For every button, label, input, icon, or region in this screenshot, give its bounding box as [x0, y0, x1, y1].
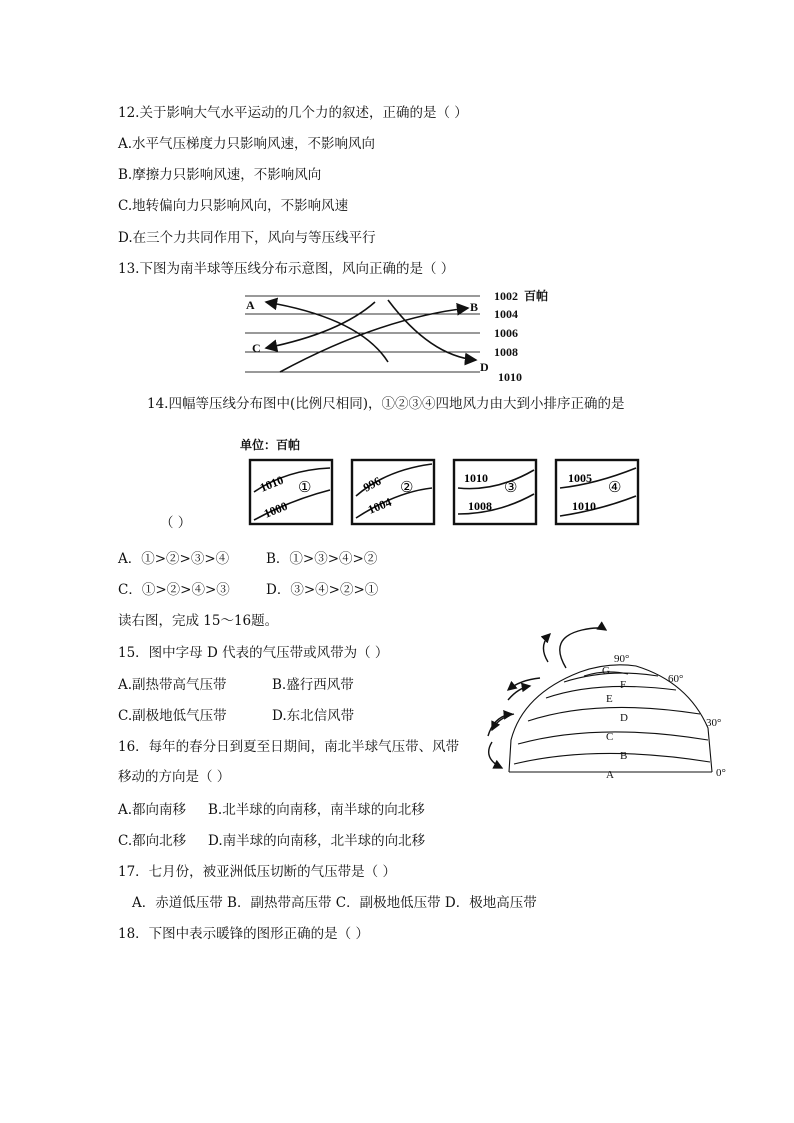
panel-1-num: ① [298, 480, 312, 496]
belt-a: A [606, 769, 614, 781]
q12-stem: 12.关于影响大气水平运动的几个力的叙述，正确的是（ ） [118, 105, 468, 121]
lat-30: 30° [706, 717, 722, 729]
panel-2 [352, 460, 434, 524]
panel-1 [250, 460, 332, 524]
panel-4 [556, 460, 638, 524]
q14-option-a: A．①>②>③>④ [118, 551, 230, 567]
isobar-unit: 百帕 [524, 289, 549, 303]
q14-bracket: （ ） [160, 515, 192, 531]
panel-2-upper: 996 [360, 473, 384, 495]
panel-3 [454, 460, 536, 524]
belt-e: E [606, 693, 613, 705]
q16-option-a: A.都向南移 [118, 802, 187, 818]
panel-3-lower: 1008 [468, 499, 492, 513]
isobar-1002: 1002 [494, 289, 518, 303]
q12-option-a: A.水平气压梯度力只影响风速，不影响风向 [118, 136, 376, 152]
q14-stem: 14.四幅等压线分布图中(比例尺相同)，①②③④四地风力由大到小排序正确的是 [147, 396, 625, 412]
label-d: D [480, 360, 489, 374]
q15-option-c: C.副极地低气压带 [118, 708, 227, 724]
panel-2-num: ② [400, 480, 414, 496]
q18-stem: 18．下图中表示暖锋的图形正确的是（ ） [118, 926, 369, 942]
panel-2-lower: 1004 [365, 494, 394, 517]
arrow-c [266, 302, 375, 348]
lat-60: 60° [668, 673, 684, 685]
q14-option-c: C．①>②>④>③ [118, 582, 230, 598]
q12-option-d: D.在三个力共同作用下，风向与等压线平行 [118, 230, 376, 246]
panel-4-num: ④ [608, 480, 622, 496]
belt-f: F [620, 679, 627, 691]
panel-4-lower: 1010 [572, 499, 596, 513]
q16-option-b: B.北半球的向南移，南半球的向北移 [208, 802, 425, 818]
q14-option-d: D．③>④>②>① [266, 582, 379, 598]
arrow-b [280, 308, 468, 372]
q14-option-b: B．①>③>④>② [266, 551, 378, 567]
q16-option-c: C.都向北移 [118, 833, 187, 849]
q13-stem: 13.下图为南半球等压线分布示意图，风向正确的是（ ） [118, 261, 455, 277]
q12-option-c: C.地转偏向力只影响风向，不影响风速 [118, 198, 349, 214]
panel-4-upper: 1005 [568, 471, 592, 485]
q17-stem: 17．七月份，被亚洲低压切断的气压带是（ ） [118, 864, 396, 880]
q12-option-b: B.摩擦力只影响风速，不影响风向 [118, 167, 322, 183]
isobar-1010: 1010 [498, 370, 522, 384]
q16-option-d: D.南半球的向南移，北半球的向北移 [208, 833, 426, 849]
q15-option-d: D.东北信风带 [272, 708, 355, 724]
isobar-1006: 1006 [494, 326, 518, 340]
q17-options: A．赤道低压带 B．副热带高压带 C．副极地低压带 D．极地高压带 [132, 895, 537, 911]
belt-g: G [602, 665, 610, 677]
isobar-1004: 1004 [494, 307, 518, 321]
lat-90: 90° [614, 653, 630, 665]
panel-1-upper: 1010 [257, 472, 286, 495]
belt-c: C [606, 731, 614, 743]
pressure-belt-diagram [478, 618, 738, 784]
belt-d: D [620, 712, 628, 724]
belt-b: B [620, 750, 628, 762]
label-c: C [252, 341, 261, 355]
q16-stem: 16．每年的春分日到夏至日期间，南北半球气压带、风带 [118, 739, 460, 755]
lat-0: 0° [716, 767, 726, 779]
panel-3-num: ③ [504, 480, 518, 496]
intro-15-16: 读右图，完成 15～16题。 [118, 613, 279, 629]
panel-1-lower: 1000 [261, 498, 290, 521]
label-b: B [470, 300, 479, 314]
q15-option-a: A.副热带高气压带 [118, 677, 227, 693]
unit-label: 单位：百帕 [240, 438, 301, 452]
panel-3-upper: 1010 [464, 471, 488, 485]
isobar-panels-q14 [236, 430, 646, 530]
isobar-1008: 1008 [494, 345, 518, 359]
label-a: A [246, 298, 255, 312]
q15-option-b: B.盛行西风带 [272, 677, 354, 693]
q15-stem: 15．图中字母 D 代表的气压带或风带为（ ） [118, 645, 389, 661]
isobar-figure-q13 [240, 288, 550, 386]
q16-stem-continued: 移动的方向是（ ） [118, 769, 231, 785]
